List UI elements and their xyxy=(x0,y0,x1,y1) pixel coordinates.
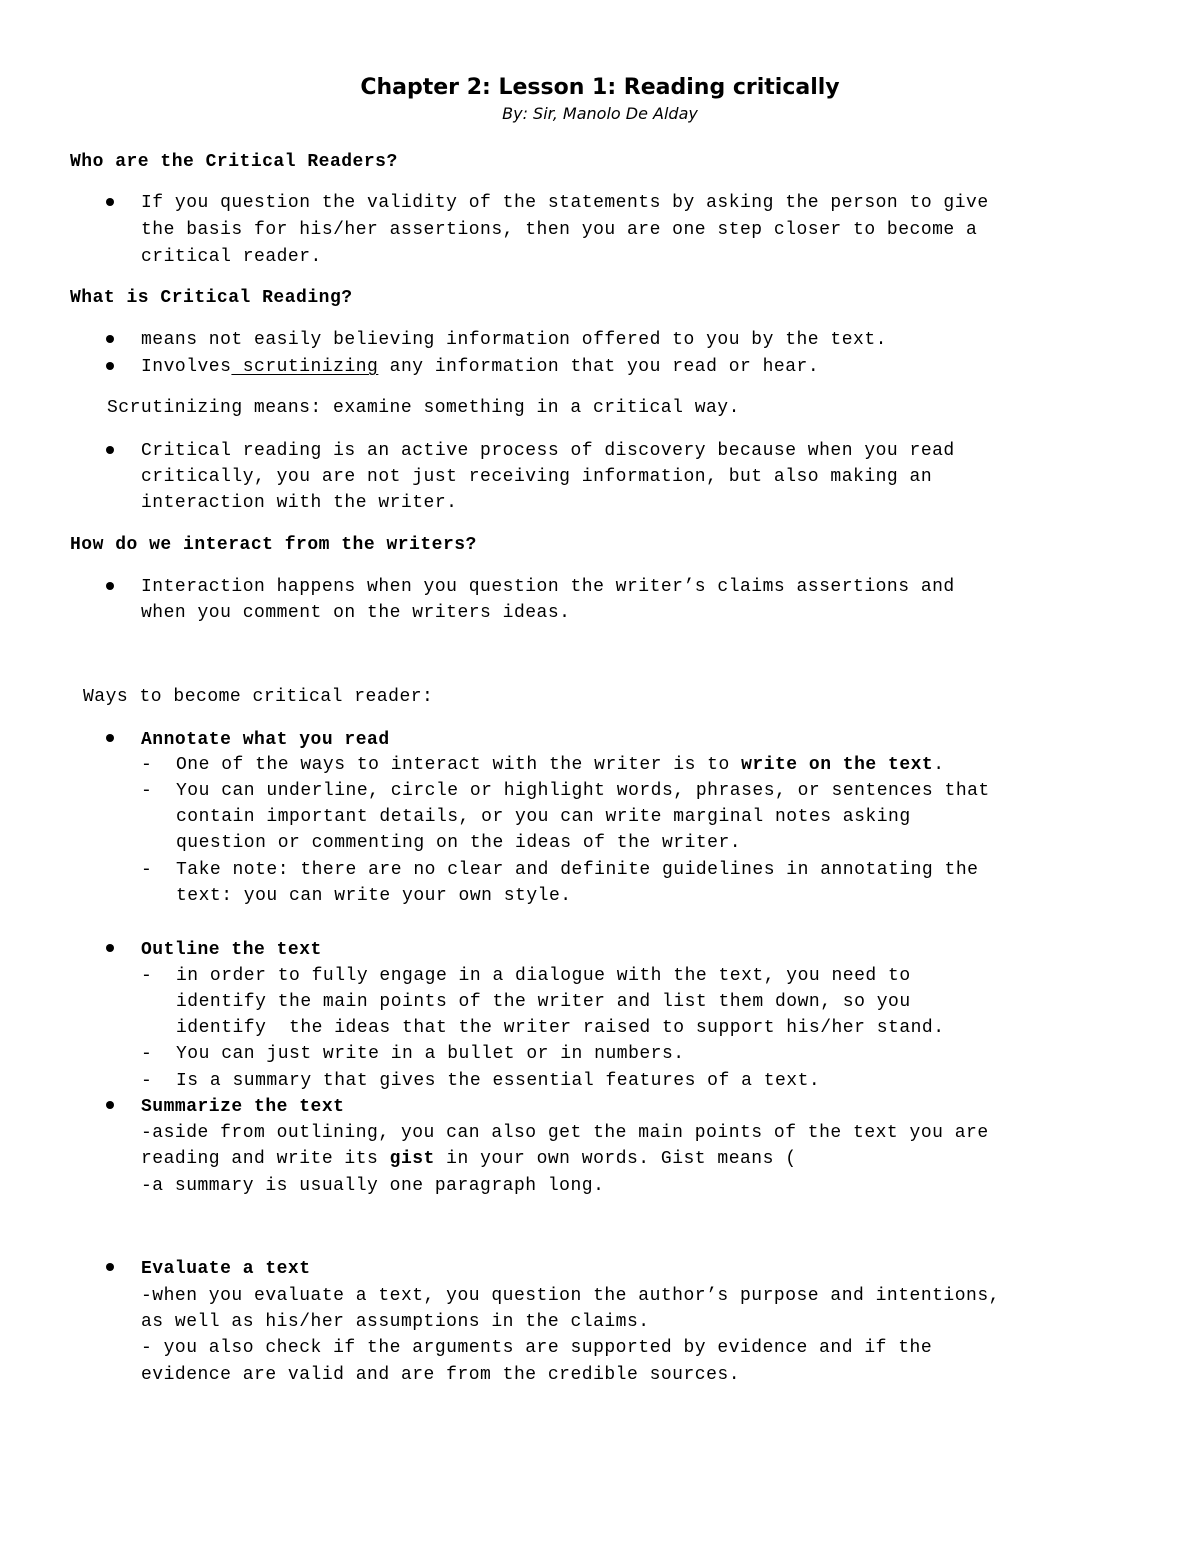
bullet-icon xyxy=(106,582,114,590)
text-span: . xyxy=(933,755,945,775)
bullet-icon xyxy=(106,1263,114,1271)
list-item-line: the basis for his/her assertions, then you are one step closer to become a xyxy=(141,220,978,240)
bullet-icon xyxy=(106,1101,114,1109)
list-item-line: critically, you are not just receiving information, but also making an xyxy=(141,467,933,487)
dash-marker: - xyxy=(141,1044,153,1064)
list-item-line: You can just write in a bullet or in numbers. xyxy=(176,1044,685,1064)
dash-marker: - xyxy=(141,1071,153,1091)
list-item-line: - you also check if the arguments are supported by evidence and if the xyxy=(141,1338,933,1358)
list-item-line xyxy=(141,1149,797,1169)
ways-intro: Ways to become critical reader: xyxy=(83,687,434,707)
list-item-line: contain important details, or you can write marginal notes asking xyxy=(176,807,911,827)
section-heading-interact: How do we interact from the writers? xyxy=(70,535,477,555)
list-item-line: Is a summary that gives the essential features of a text. xyxy=(176,1071,821,1091)
bullet-icon xyxy=(106,446,114,454)
list-item-line: -a summary is usually one paragraph long. xyxy=(141,1176,605,1196)
bullet-icon xyxy=(106,944,114,952)
section-heading-critical-readers: Who are the Critical Readers? xyxy=(70,152,398,172)
list-item-line xyxy=(176,755,945,775)
list-item-line: If you question the validity of the statements by asking the person to give xyxy=(141,193,989,213)
list-item-line: identify the ideas that the writer raised to support his/her stand. xyxy=(176,1018,945,1038)
subheading-annotate: Annotate what you read xyxy=(141,730,390,750)
underlined-term: scrutinizing xyxy=(231,357,379,377)
list-item-line: Take note: there are no clear and definite guidelines in annotating the xyxy=(176,860,979,880)
dash-marker: - xyxy=(141,966,153,986)
bullet-icon xyxy=(106,362,114,370)
text-span: any information that you read or hear. xyxy=(378,357,820,377)
list-item-line: -when you evaluate a text, you question the author’s purpose and intentions, xyxy=(141,1286,1000,1306)
definition-line: Scrutinizing means: examine something in a critical way. xyxy=(107,398,740,418)
page-title: Chapter 2: Lesson 1: Reading critically xyxy=(360,75,840,100)
text-span: One of the ways to interact with the writer is to xyxy=(176,755,742,775)
list-item-line: -aside from outlining, you can also get the main points of the text you are xyxy=(141,1123,989,1143)
list-item-line: You can underline, circle or highlight words, phrases, or sentences that xyxy=(176,781,990,801)
bold-term: write on the text xyxy=(741,755,934,775)
dash-marker: - xyxy=(141,781,153,801)
list-item-line: Critical reading is an active process of discovery because when you read xyxy=(141,441,955,461)
list-item-line: critical reader. xyxy=(141,247,322,267)
bold-term: gist xyxy=(389,1149,435,1169)
list-item-line: evidence are valid and are from the credible sources. xyxy=(141,1365,740,1385)
list-item-line: in order to fully engage in a dialogue with the text, you need to xyxy=(176,966,911,986)
bullet-icon xyxy=(106,335,114,343)
text-span: reading and write its xyxy=(141,1149,390,1169)
list-item-line: question or commenting on the ideas of the writer. xyxy=(176,833,742,853)
list-item-line: text: you can write your own style. xyxy=(176,886,572,906)
list-item-line xyxy=(141,357,819,377)
subheading-evaluate: Evaluate a text xyxy=(141,1259,311,1279)
dash-marker: - xyxy=(141,860,153,880)
list-item-line: interaction with the writer. xyxy=(141,493,458,513)
bullet-icon xyxy=(106,734,114,742)
subheading-summarize: Summarize the text xyxy=(141,1097,345,1117)
dash-marker: - xyxy=(141,755,153,775)
bullet-icon xyxy=(106,198,114,206)
list-item-line: identify the main points of the writer and list them down, so you xyxy=(176,992,911,1012)
list-item-line: as well as his/her assumptions in the claims. xyxy=(141,1312,650,1332)
list-item-line: Interaction happens when you question the writer’s claims assertions and xyxy=(141,577,955,597)
text-span: in your own words. Gist means ( xyxy=(434,1149,797,1169)
list-item-line: means not easily believing information offered to you by the text. xyxy=(141,330,887,350)
subheading-outline: Outline the text xyxy=(141,940,322,960)
list-item-line: when you comment on the writers ideas. xyxy=(141,603,571,623)
section-heading-critical-reading: What is Critical Reading? xyxy=(70,288,353,308)
byline: By: Sir, Manolo De Alday xyxy=(502,104,698,123)
text-span: Involves xyxy=(141,357,232,377)
